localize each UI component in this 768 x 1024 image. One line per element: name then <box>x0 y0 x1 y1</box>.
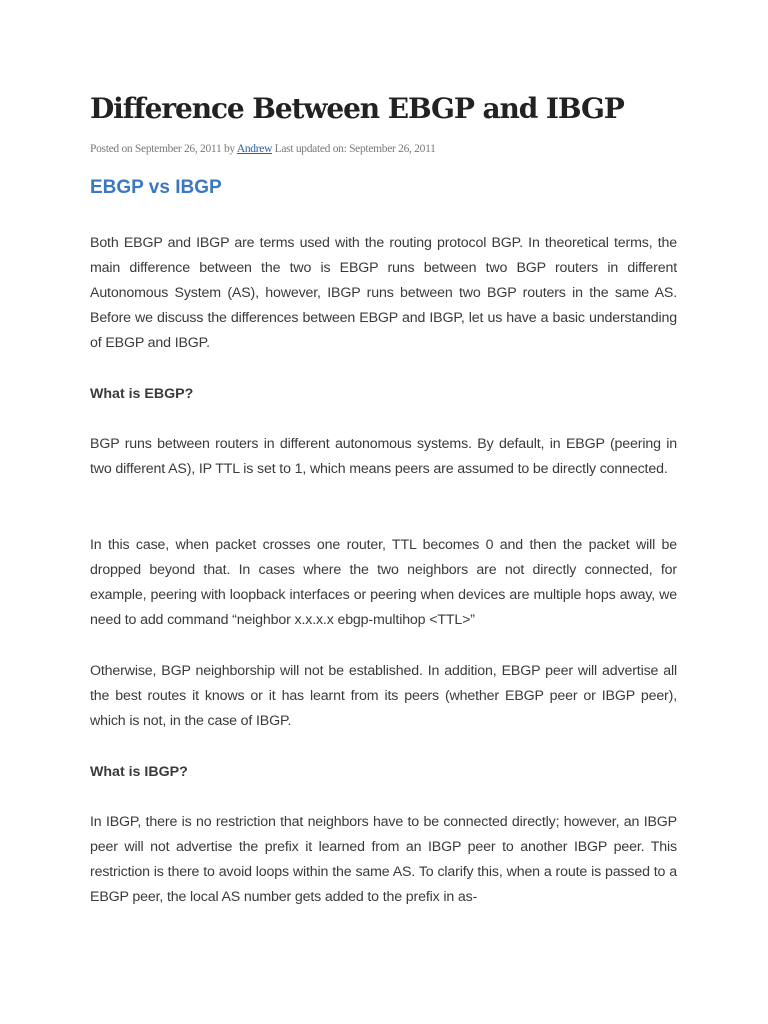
post-meta <box>90 143 436 155</box>
ebgp-paragraph-2: In this case, when packet crosses one router, TTL becomes 0 and then the packet will be dropped beyond that. In cases where the two neighbors are not directly connected, for example, peering with loopback interfaces or peering when devices are multiple hops away, we need to add command “neighbor x.x.x.x ebgp-multihop <TTL>” <box>90 537 677 628</box>
heading-what-is-ibgp: What is IBGP? <box>90 764 188 780</box>
intro-paragraph: Both EBGP and IBGP are terms used with the routing protocol BGP. In theoretical terms, the main difference between the two is EBGP runs between two BGP routers in different Autonomous System (AS), however, IBGP runs between two BGP routers in the same AS. Before we discuss the differences between EBGP and IBGP, let us have a basic understanding of EBGP and IBGP. <box>90 235 677 351</box>
article-title: Difference Between EBGP and IBGP <box>90 92 624 125</box>
posted-date: Posted on September 26, 2011 by <box>90 143 237 155</box>
heading-what-is-ebgp: What is EBGP? <box>90 386 194 402</box>
ebgp-paragraph-1: BGP runs between routers in different autonomous systems. By default, in EBGP (peering in two different AS), IP TTL is set to 1, which means peers are assumed to be directly connected. <box>90 436 677 477</box>
updated-date: Last updated on: September 26, 2011 <box>272 143 436 155</box>
ibgp-paragraph-1: In IBGP, there is no restriction that neighbors have to be connected directly; however, an IBGP peer will not advertise the prefix it learned from an IBGP peer to another IBGP peer. This restriction is there to avoid loops within the same AS. To clarify this, when a route is passed to a EBGP peer, the local AS number gets added to the prefix in as- <box>90 814 677 905</box>
ebgp-paragraph-3: Otherwise, BGP neighborship will not be established. In addition, EBGP peer will advertise all the best routes it knows or it has learnt from its peers (whether EBGP peer or IBGP peer), which is not, in the case of IBGP. <box>90 663 677 729</box>
author-link[interactable]: Andrew <box>236 143 273 155</box>
section-title: EBGP vs IBGP <box>90 177 222 198</box>
